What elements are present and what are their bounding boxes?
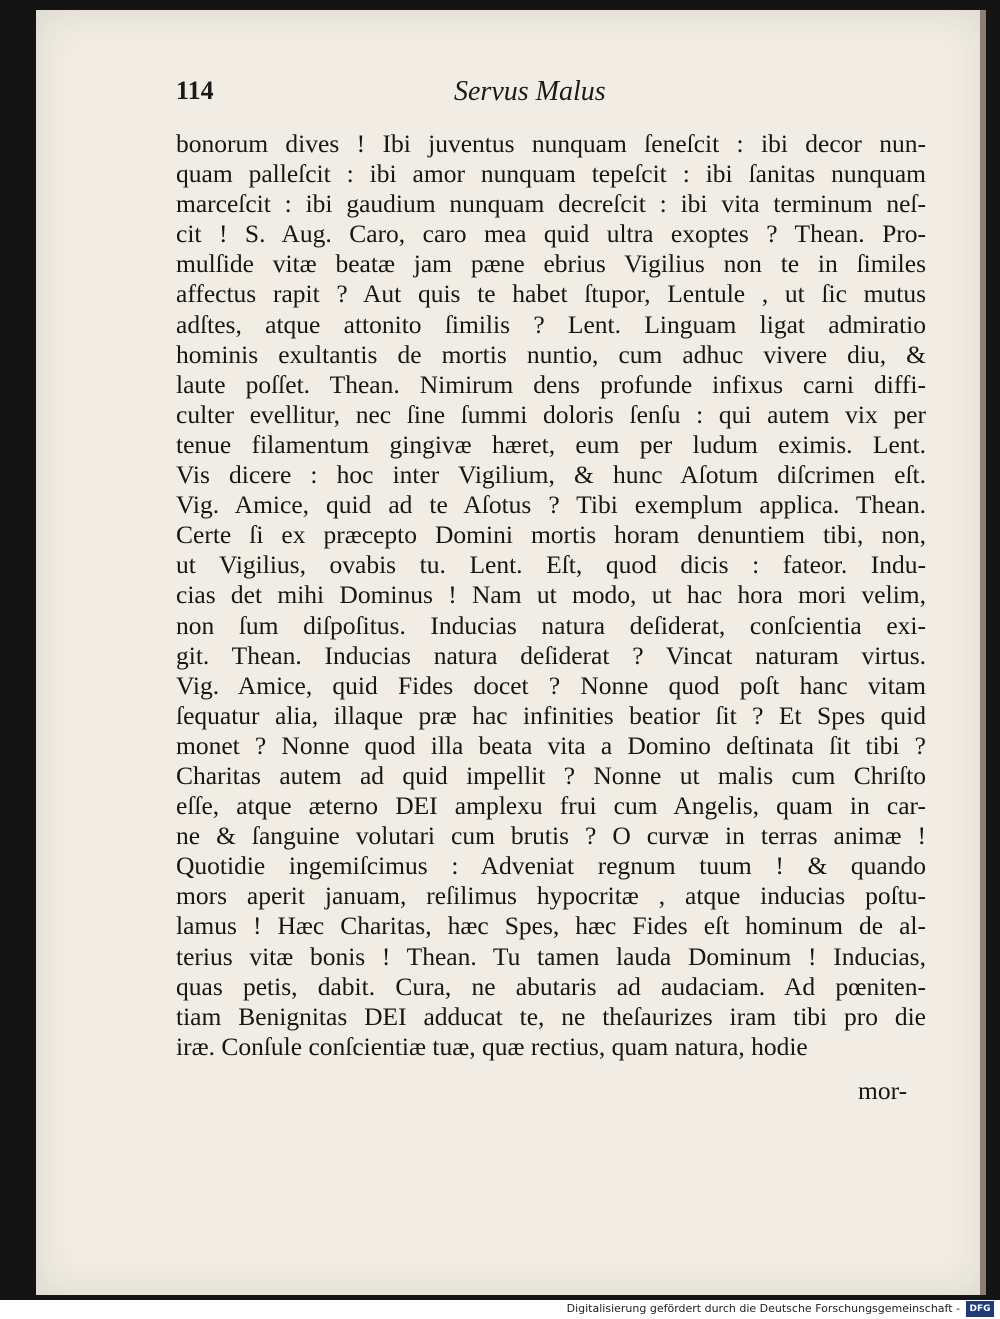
text-line: Certe ſi ex præcepto Domini mortis horam denuntiem tibi, non, [176, 520, 926, 550]
text-line: iræ. Conſule conſcientiæ tuæ, quæ rectius, quam natura, hodie [176, 1031, 808, 1061]
page-header [176, 76, 926, 116]
text-line: quam palleſcit : ibi amor nunquam tepeſcit : ibi ſanitas nunquam [176, 159, 926, 189]
body-text [176, 129, 926, 1062]
text-line: culter evellitur, nec ſine ſummi doloris ſenſu : qui autem vix per [176, 399, 926, 429]
text-line: ſequatur alia, illaque præ hac infinities beatior ſit ? Et Spes quid [176, 700, 926, 730]
text-line: hominis exultantis de mortis nuntio, cum adhuc vivere diu, & [176, 339, 926, 369]
text-line: tenue filamentum gingivæ hæret, eum per ludum eximis. Lent. [176, 429, 926, 459]
running-title: Servus Malus [454, 76, 606, 107]
text-line: tiam Benignitas DEI adducat te, ne theſaurizes iram tibi pro die [176, 1001, 926, 1031]
text-line: non ſum diſpoſitus. Inducias natura deſiderat, conſcientia exi- [176, 610, 926, 640]
text-line: bonorum dives ! Ibi juventus nunquam ſeneſcit : ibi decor nun- [176, 129, 926, 158]
text-line: laute poſſet. Thean. Nimirum dens profunde infixus carni diffi- [176, 369, 926, 399]
text-line: mors aperit januam, reſilimus hypocritæ , atque inducias poſtu- [176, 881, 926, 911]
footer-bar [0, 1300, 1000, 1319]
text-line: mulſide vitæ beatæ jam pæne ebrius Vigilius non te in ſimiles [176, 249, 926, 279]
catchword: mor- [858, 1076, 908, 1105]
text-line: ut Vigilius, ovabis tu. Lent. Eſt, quod dicis : fateor. Indu- [176, 550, 926, 580]
text-line: lamus ! Hæc Charitas, hæc Spes, hæc Fides eſt hominum de al- [176, 911, 926, 941]
text-line: ne & ſanguine volutari cum brutis ? O curvæ in terras animæ ! [176, 821, 926, 851]
page-edge [980, 10, 986, 1295]
text-line: git. Thean. Inducias natura deſiderat ? Vincat naturam virtus. [176, 640, 926, 670]
text-line: adſtes, atque attonito ſimilis ? Lent. Linguam ligat admiratio [176, 309, 926, 339]
text-line: Vig. Amice, quid Fides docet ? Nonne quod poſt hanc vitam [176, 670, 926, 700]
text-line: Quotidie ingemiſcimus : Adveniat regnum tuum ! & quando [176, 851, 926, 881]
text-line: Charitas autem ad quid impellit ? Nonne ut malis cum Chriſto [176, 760, 926, 790]
footer-credit: Digitalisierung gefördert durch die Deutsche Forschungsgemeinschaft - [566, 1302, 960, 1315]
text-line: terius vitæ bonis ! Thean. Tu tamen lauda Dominum ! Inducias, [176, 941, 926, 971]
text-line: marceſcit : ibi gaudium nunquam decreſcit : ibi vita terminum neſ- [176, 189, 926, 219]
text-line: monet ? Nonne quod illa beata vita a Domino deſtinata ſit tibi ? [176, 730, 926, 760]
text-line: Vis dicere : hoc inter Vigilium, & hunc Aſotum diſcrimen eſt. [176, 460, 926, 490]
text-line: affectus rapit ? Aut quis te habet ſtupor, Lentule , ut ſic mutus [176, 279, 926, 309]
text-line: quas petis, dabit. Cura, ne abutaris ad audaciam. Ad pœniten- [176, 971, 926, 1001]
page-number: 114 [176, 76, 214, 105]
text-line: Vig. Amice, quid ad te Aſotus ? Tibi exemplum applica. Thean. [176, 490, 926, 520]
text-line: cias det mihi Dominus ! Nam ut modo, ut hac hora mori velim, [176, 580, 926, 610]
text-line: eſſe, atque æterno DEI amplexu frui cum Angelis, quam in car- [176, 791, 926, 821]
dfg-logo-icon: DFG [966, 1301, 994, 1317]
text-line: cit ! S. Aug. Caro, caro mea quid ultra exoptes ? Thean. Pro- [176, 219, 926, 249]
